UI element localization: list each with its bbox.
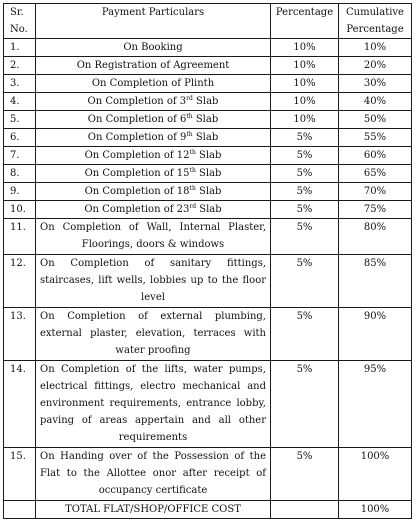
row-particulars — [36, 308, 271, 361]
row-percentage: 5% — [271, 308, 339, 361]
row-cumulative-percentage: 70% — [339, 183, 412, 201]
row-percentage: 10% — [271, 57, 339, 75]
row-cumulative-percentage: 20% — [339, 57, 412, 75]
table-row — [4, 201, 412, 219]
particulars-text: On Completion of Plinth — [91, 78, 215, 89]
row-percentage: 10% — [271, 75, 339, 93]
table-row — [4, 183, 412, 201]
row-sr-no: 7. — [4, 147, 36, 165]
particulars-suffix-text: Slab — [192, 132, 219, 143]
total-cumulative: 100% — [339, 501, 412, 519]
row-cumulative-percentage: 10% — [339, 39, 412, 57]
row-particulars — [36, 75, 271, 93]
ordinal-suffix: th — [186, 113, 193, 120]
table-row — [4, 219, 412, 255]
total-label: TOTAL FLAT/SHOP/OFFICE COST — [36, 501, 271, 519]
row-cumulative-percentage: 55% — [339, 129, 412, 147]
row-sr-no: 6. — [4, 129, 36, 147]
particulars-suffix-text: Slab — [192, 96, 219, 107]
row-percentage: 5% — [271, 147, 339, 165]
table-row — [4, 39, 412, 57]
row-sr-no: 13. — [4, 308, 36, 361]
payment-schedule-table — [3, 3, 412, 519]
row-sr-no: 9. — [4, 183, 36, 201]
row-sr-no: 4. — [4, 93, 36, 111]
row-cumulative-percentage: 60% — [339, 147, 412, 165]
row-percentage: 5% — [271, 165, 339, 183]
particulars-suffix-text: Slab — [195, 150, 222, 161]
table-row — [4, 361, 412, 448]
particulars-text: On Completion of external plumbing, external plaster, elevation, terraces with water proofing — [40, 311, 266, 356]
row-sr-no: 12. — [4, 255, 36, 308]
particulars-text: On Completion of 3 — [87, 96, 187, 107]
row-percentage: 10% — [271, 111, 339, 129]
ordinal-suffix: th — [189, 167, 196, 174]
table-row — [4, 57, 412, 75]
table-row — [4, 448, 412, 501]
row-percentage: 10% — [271, 93, 339, 111]
row-sr-no: 1. — [4, 39, 36, 57]
row-sr-no: 10. — [4, 201, 36, 219]
row-particulars — [36, 183, 271, 201]
particulars-text: On Completion of 15 — [84, 168, 190, 179]
row-sr-no: 2. — [4, 57, 36, 75]
row-percentage: 10% — [271, 39, 339, 57]
row-particulars — [36, 57, 271, 75]
table-row — [4, 165, 412, 183]
particulars-text: On Booking — [123, 42, 183, 53]
row-cumulative-percentage: 80% — [339, 219, 412, 255]
row-sr-no: 5. — [4, 111, 36, 129]
row-sr-no: 14. — [4, 361, 36, 448]
row-particulars — [36, 93, 271, 111]
total-sr-cell — [4, 501, 36, 519]
row-sr-no: 11. — [4, 219, 36, 255]
header-payment-particulars: Payment Particulars — [36, 4, 271, 39]
ordinal-suffix: rd — [186, 95, 193, 102]
particulars-text: On Completion of 6 — [87, 114, 187, 125]
table-row — [4, 93, 412, 111]
particulars-suffix-text: Slab — [192, 114, 219, 125]
header-cumulative-percentage: Cumulative Percentage — [339, 4, 412, 39]
row-cumulative-percentage: 85% — [339, 255, 412, 308]
row-particulars — [36, 219, 271, 255]
row-particulars — [36, 129, 271, 147]
row-sr-no: 8. — [4, 165, 36, 183]
table-header-row — [4, 4, 412, 39]
header-sr-no: Sr. No. — [4, 4, 36, 39]
row-particulars — [36, 201, 271, 219]
particulars-text: On Completion of 23 — [84, 204, 190, 215]
header-percentage: Percentage — [271, 4, 339, 39]
table-row — [4, 255, 412, 308]
row-percentage: 5% — [271, 219, 339, 255]
table-row — [4, 129, 412, 147]
row-percentage: 5% — [271, 255, 339, 308]
row-sr-no: 3. — [4, 75, 36, 93]
particulars-text: On Completion of Wall, Internal Plaster, Floorings, doors & windows — [40, 222, 266, 250]
particulars-text: On Completion of 12 — [84, 150, 190, 161]
particulars-text: On Handing over of the Possession of the Flat to the Allottee onor after receipt of occupancy certificate — [40, 451, 266, 496]
row-particulars — [36, 165, 271, 183]
row-particulars — [36, 147, 271, 165]
row-percentage: 5% — [271, 201, 339, 219]
particulars-text: On Completion of sanitary fittings, staircases, lift wells, lobbies up to the floor level — [40, 258, 266, 303]
row-percentage: 5% — [271, 448, 339, 501]
row-particulars — [36, 255, 271, 308]
row-percentage: 5% — [271, 183, 339, 201]
row-particulars — [36, 361, 271, 448]
row-percentage: 5% — [271, 129, 339, 147]
row-cumulative-percentage: 30% — [339, 75, 412, 93]
particulars-text: On Registration of Agreement — [76, 60, 230, 71]
particulars-text: On Completion of 18 — [84, 186, 190, 197]
total-percentage-cell — [271, 501, 339, 519]
row-cumulative-percentage: 100% — [339, 448, 412, 501]
table-row — [4, 147, 412, 165]
row-sr-no: 15. — [4, 448, 36, 501]
particulars-suffix-text: Slab — [196, 204, 222, 215]
table-row — [4, 75, 412, 93]
row-cumulative-percentage: 40% — [339, 93, 412, 111]
particulars-suffix-text: Slab — [195, 186, 222, 197]
table-row — [4, 308, 412, 361]
row-cumulative-percentage: 50% — [339, 111, 412, 129]
row-percentage: 5% — [271, 361, 339, 448]
row-cumulative-percentage: 65% — [339, 165, 412, 183]
ordinal-suffix: th — [189, 185, 196, 192]
particulars-text: On Completion of the lifts, water pumps, electrical fittings, electro mechanical and environment requirements, entrance lobby, paving of areas appertain and all other requirements — [40, 364, 266, 443]
row-particulars — [36, 448, 271, 501]
particulars-suffix-text: Slab — [195, 168, 222, 179]
row-cumulative-percentage: 75% — [339, 201, 412, 219]
particulars-text: On Completion of 9 — [87, 132, 187, 143]
ordinal-suffix: th — [186, 131, 193, 138]
ordinal-suffix: rd — [189, 203, 197, 210]
row-cumulative-percentage: 95% — [339, 361, 412, 448]
ordinal-suffix: th — [189, 149, 196, 156]
row-particulars — [36, 39, 271, 57]
total-row — [4, 501, 412, 519]
row-particulars — [36, 111, 271, 129]
row-cumulative-percentage: 90% — [339, 308, 412, 361]
table-row — [4, 111, 412, 129]
